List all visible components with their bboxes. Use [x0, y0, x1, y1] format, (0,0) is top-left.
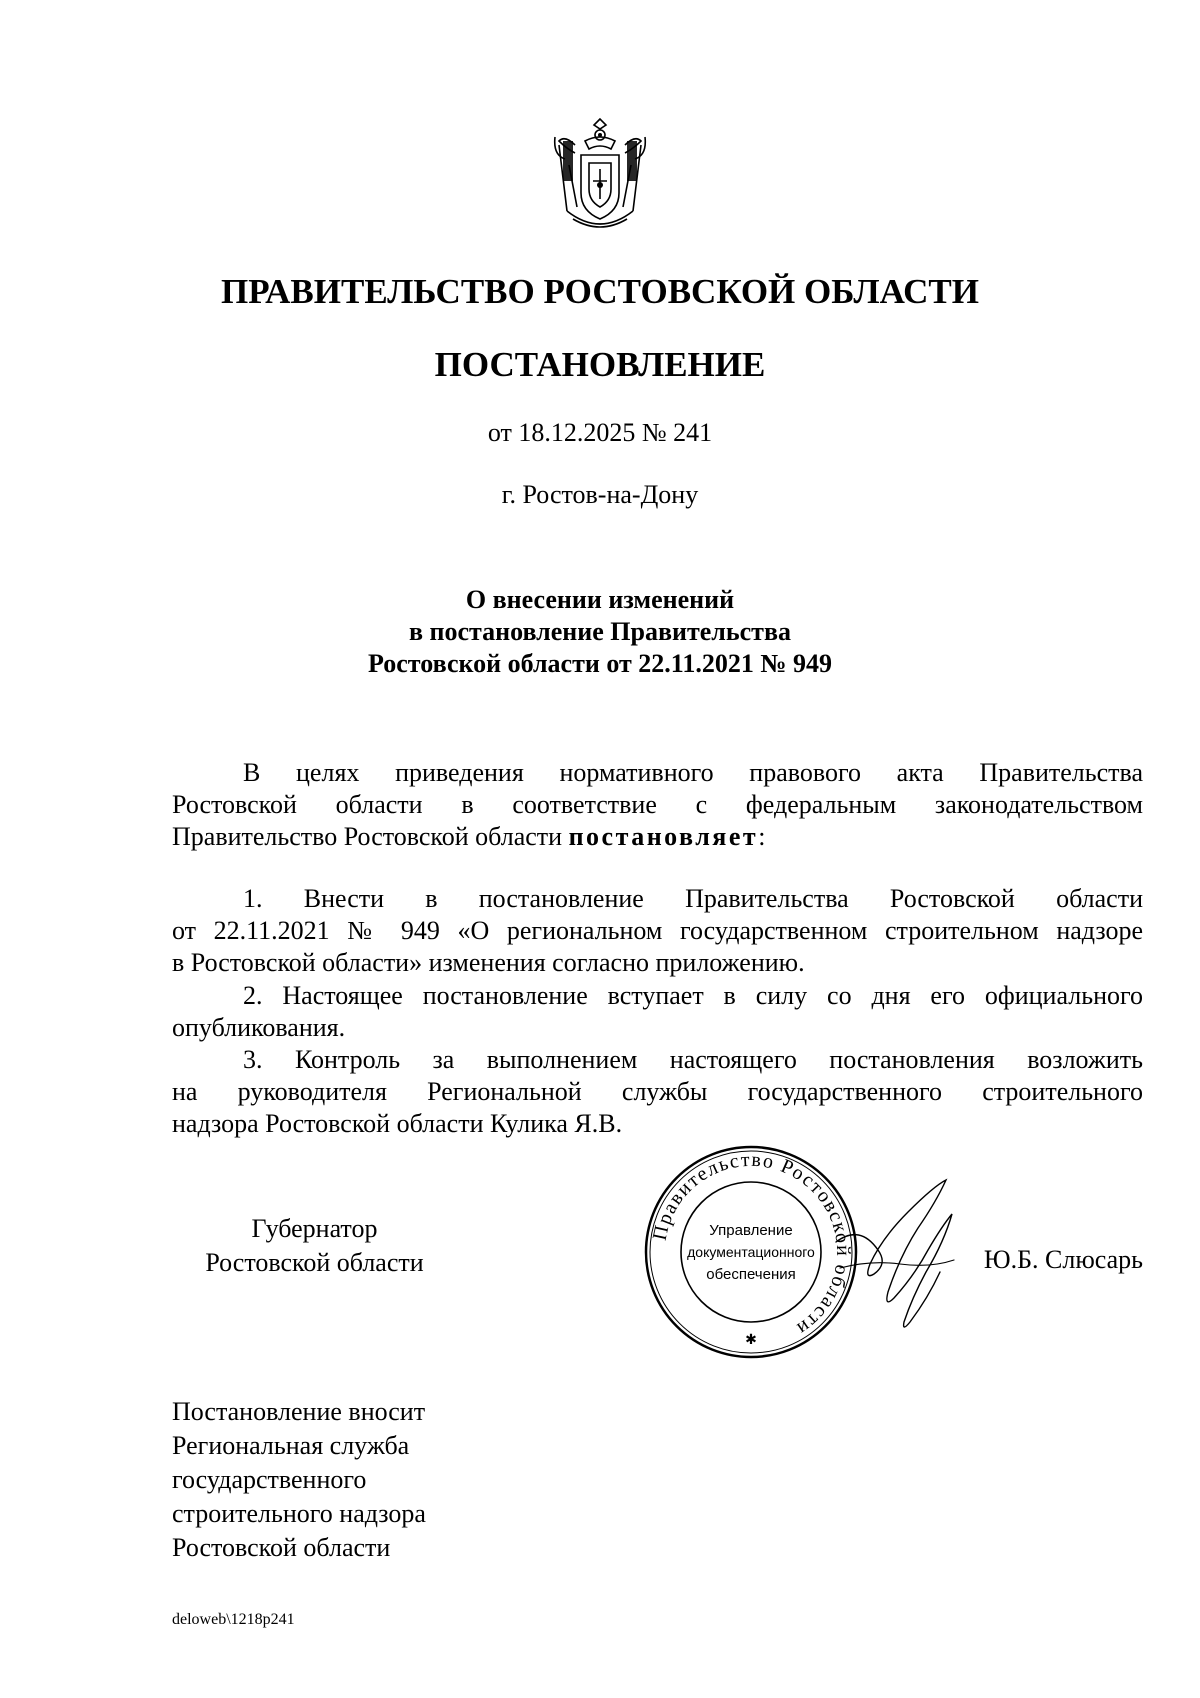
- stamp-inner-text: документационного: [687, 1244, 815, 1260]
- intro-prefix: Правительство Ростовской области: [172, 822, 569, 851]
- document-subject: [0, 584, 1200, 680]
- paragraph-line: В целях приведения нормативного правового акта Правительства: [243, 758, 1143, 787]
- coat-of-arms-emblem: [545, 115, 655, 240]
- position-line: Ростовской области: [205, 1248, 424, 1277]
- subject-line: О внесении изменений: [465, 585, 735, 614]
- intro-paragraph: [172, 757, 1143, 853]
- submitted-line: Региональная служба: [172, 1431, 410, 1460]
- paragraph-line: [172, 821, 1143, 853]
- decree-keyword: постановляет: [568, 822, 759, 851]
- item-1-paragraph: [172, 883, 1143, 979]
- document-city: г. Ростов-на-Дону: [501, 480, 699, 509]
- document-type-heading: ПОСТАНОВЛЕНИЕ: [434, 345, 766, 384]
- intro-suffix: :: [758, 822, 766, 851]
- signatory-position: [172, 1212, 457, 1280]
- document-date-number: от 18.12.2025 № 241: [487, 418, 713, 447]
- official-stamp: [642, 1143, 860, 1361]
- signatory-name: Ю.Б. Слюсарь: [983, 1245, 1143, 1274]
- paragraph-line: опубликования.: [172, 1013, 346, 1042]
- stamp-outer-text: Правительство Ростовской области: [648, 1148, 855, 1341]
- document-file-code: deloweb\1218p241: [172, 1611, 295, 1628]
- paragraph-line: на руководителя Региональной службы государственного строительного: [172, 1077, 1143, 1106]
- submitted-line: строительного надзора: [172, 1499, 426, 1528]
- organization-title: ПРАВИТЕЛЬСТВО РОСТОВСКОЙ ОБЛАСТИ: [221, 272, 979, 311]
- submitted-by-block: [172, 1395, 426, 1565]
- paragraph-line: Ростовской области в соответствие с федеральным законодательством: [172, 790, 1143, 819]
- item-2-paragraph: [172, 980, 1143, 1044]
- submitted-line: государственного: [172, 1465, 367, 1494]
- paragraph-line: 3. Контроль за выполнением настоящего постановления возложить: [243, 1045, 1143, 1074]
- handwritten-signature: [830, 1172, 960, 1337]
- position-line: Губернатор: [251, 1214, 378, 1243]
- paragraph-line: от 22.11.2021 № 949 «О региональном государственном строительном надзоре: [172, 916, 1143, 945]
- paragraph-line: 2. Настоящее постановление вступает в силу со дня его официального: [243, 981, 1143, 1010]
- submitted-line: Постановление вносит: [172, 1397, 426, 1426]
- paragraph-line: 1. Внести в постановление Правительства Ростовской области: [243, 884, 1143, 913]
- svg-text:✱: ✱: [745, 1332, 757, 1348]
- paragraph-line: в Ростовской области» изменения согласно приложению.: [172, 948, 805, 977]
- submitted-line: Ростовской области: [172, 1533, 391, 1562]
- stamp-inner-text: обеспечения: [706, 1266, 796, 1283]
- subject-line: в постановление Правительства: [408, 617, 791, 646]
- paragraph-line: надзора Ростовской области Кулика Я.В.: [172, 1109, 623, 1138]
- stamp-inner-text: Управление: [709, 1222, 793, 1239]
- subject-line: Ростовской области от 22.11.2021 № 949: [368, 649, 832, 678]
- item-3-paragraph: [172, 1044, 1143, 1140]
